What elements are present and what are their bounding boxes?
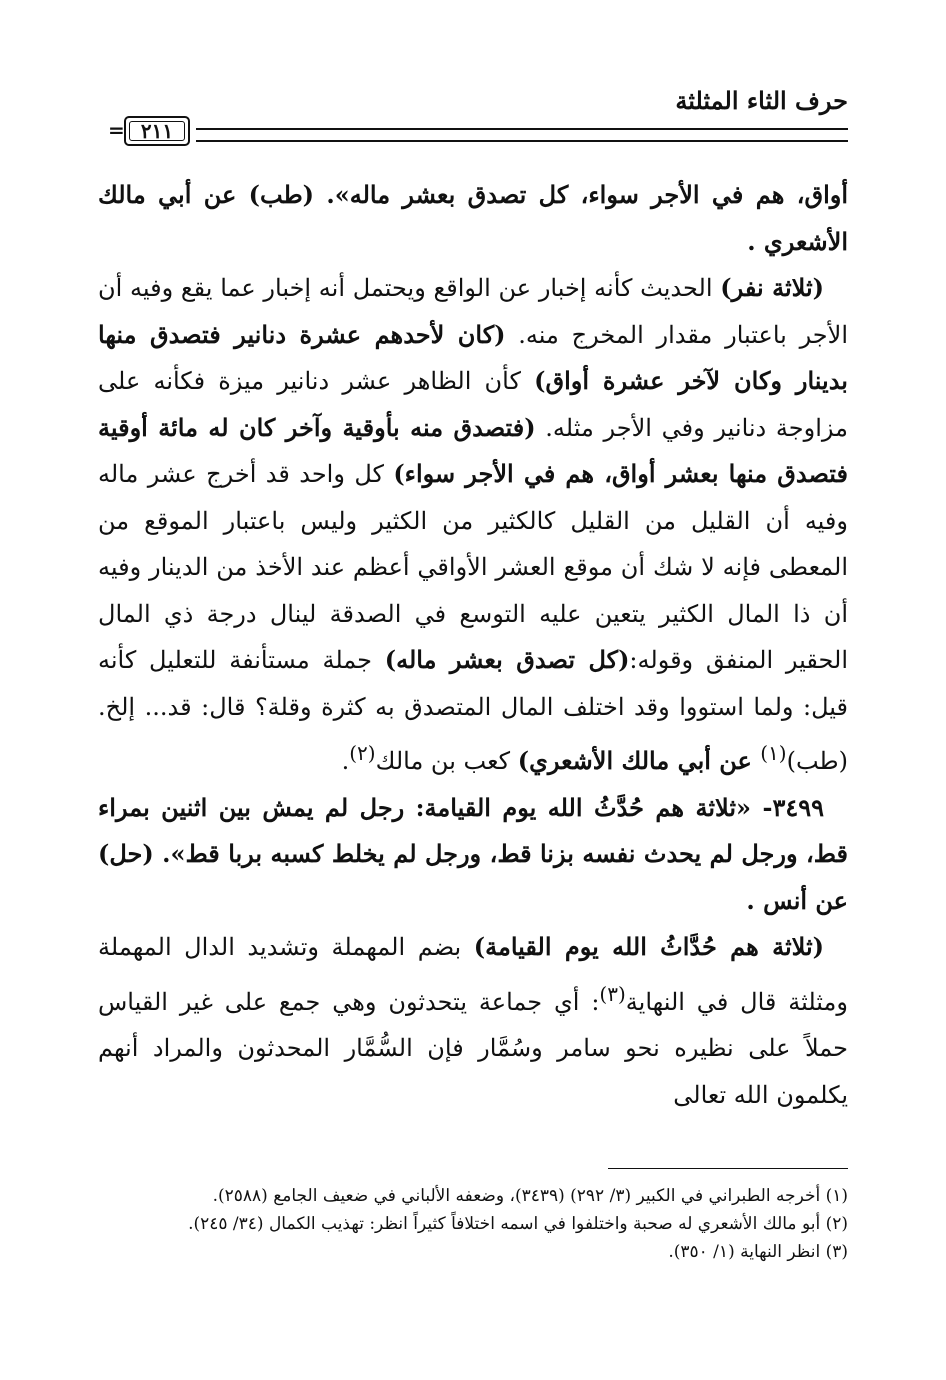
footnotes	[98, 1182, 848, 1266]
hadith-3499: ٣٤٩٩- «ثلاثة هم حُدَّثُ الله يوم القيامة: رجل لم يمش بين اثنين بمراء قط، ورجل لم يحدث نفسه بزنا قط، ورجل لم يخلط كسبه بربا قط». (حل) عن أنس .	[98, 792, 848, 915]
commentary-6: .	[341, 747, 350, 775]
quote-2: (كان لأحدهم عشرة دنانير فتصدق منها بدينار وكان لآخر عشرة أواق)	[98, 319, 848, 395]
commentary-7: بضم المهملة وتشديد الدال المهملة ومثلثة قال في النهاية	[98, 933, 848, 1016]
quote-5: عن أبي مالك الأشعري)	[517, 746, 761, 775]
paragraph-3	[98, 785, 848, 925]
commentary-8: : أي جماعة يتحدثون وهي جمع على غير القياس حملاً على نظيره نحو سامر وسُمَّار فإن السُّمَّار المحدثون والمراد أنهم يكلمون الله تعالى	[98, 987, 848, 1109]
commentary-1: الحديث كأنه إخبار عن الواقع ويحتمل أنه إخبار عما يقع وفيه أن الأجر باعتبار مقدار المخرج منه.	[98, 274, 848, 349]
footnote-1: (١) أخرجه الطبراني في الكبير (٣/ ٢٩٢) (٣٤٣٩)، وضعفه الألباني في ضعيف الجامع (٢٥٨٨).	[212, 1186, 848, 1206]
footnote-ref-1: (١)	[760, 741, 787, 765]
commentary-2: كأن الظاهر عشر دنانير ميزة فكأنه على مزاوجة دنانير وفي الأجر مثله.	[98, 367, 848, 442]
paragraph-2	[98, 265, 848, 785]
header-double-rule	[196, 128, 848, 142]
footnote-ref-2: (٢)	[349, 741, 376, 765]
paragraph-4	[98, 924, 848, 1118]
footnote-separator	[608, 1168, 848, 1169]
page-number: ٢١١	[124, 116, 190, 146]
commentary-5: كعب بن مالك	[375, 747, 518, 775]
footnote-2: (٢) أبو مالك الأشعري له صحبة واختلفوا في اسمه اختلافاً كثيراً انظر: تهذيب الكمال (٣٤/ ٢٤٥).	[188, 1214, 848, 1234]
commentary-4: جملة مستأنفة للتعليل كأنه قيل: ولما استووا وقد اختلف المال المتصدق به كثرة وقلة؟ قال: قد... إلخ. (طب)	[98, 646, 848, 775]
quote-1: (ثلاثة نفر)	[720, 273, 824, 302]
paragraph-1	[98, 172, 848, 265]
quote-6: (ثلاثة هم حُدَّاثُ الله يوم القيامة)	[473, 932, 824, 961]
commentary-3: كل واحد قد أخرج عشر ماله وفيه أن القليل من القليل كالكثير من الكثير وليس باعتبار الموقع من المعطى فإنه لا شك أن موقع العشر الأواقي أعظم عند الأخذ من الدينار وفيه أن ذا المال الكثير يتعين عليه التوسع في الصدقة لينال درجة ذي المال الحقير المنفق وقوله:	[98, 460, 849, 674]
running-header-title: حرف الثاء المثلثة	[675, 86, 848, 115]
main-text	[98, 172, 848, 1118]
quote-3: (فتصدق منه بأوقية وآخر كان له مائة أوقية فتصدق منها بعشر أواق، هم في الأجر سواء)	[98, 412, 848, 488]
footnote-3: (٣) انظر النهاية (١/ ٣٥٠).	[668, 1242, 848, 1262]
header-marker: =	[108, 118, 125, 142]
footnote-ref-3: (٣)	[599, 981, 626, 1006]
hadith-continuation: أواق، هم في الأجر سواء، كل تصدق بعشر ماله». (طب) عن أبي مالك الأشعري .	[98, 180, 848, 256]
quote-4: (كل تصدق بعشر ماله)	[384, 645, 630, 674]
